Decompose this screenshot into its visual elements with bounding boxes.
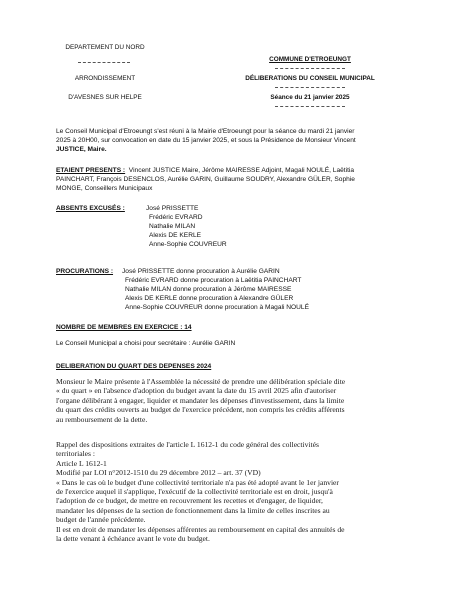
header-right-rule-1	[275, 68, 345, 69]
article-line: Il est en droit de mandater les dépenses afférentes au remboursement en capital des annuités de	[56, 524, 345, 534]
deliberation-title: DELIBERATION DU QUART DES DEPENSES 2024	[56, 363, 212, 370]
deliberation-line: Monsieur le Maire présente à l'Assemblée la nécessité de prendre une délibération spéciale dite	[56, 377, 346, 386]
excused-name: Anne-Sophie COUVREUR	[149, 241, 227, 248]
procurations-label: PROCURATIONS :	[56, 268, 114, 275]
procuration-line: José PRISSETTE donne procuration à Aurélie GARIN	[122, 268, 280, 275]
excuses-label: ABSENTS EXCUSÉS :	[56, 205, 125, 212]
deliberation-line: du quart des crédits ouverts au budget de l'exercice précédent, non compris les crédits afférents	[56, 405, 345, 415]
procuration-line: Nathalie MILAN donne procuration à Jérôme MAIRESSE	[125, 286, 292, 293]
presents-line: MONGE, Conseillers Municipaux	[56, 185, 153, 192]
presents-line: PAINCHART, François DESENCLOS, Aurélie GARIN, Guillaume SOUDRY, Alexandre GÜLER, Sophie	[56, 176, 355, 183]
commune-title: COMMUNE D'ETROEUNGT	[269, 56, 351, 63]
article-line: budget de l'année précédente.	[56, 515, 146, 525]
intro-line: Le Conseil Municipal d'Etroeungt s'est réuni à la Mairie d'Etroeungt pour la séance du mardi 21 janvier	[56, 128, 355, 135]
excused-name: Frédéric EVRARD	[149, 214, 203, 221]
article-line: Rappel des dispositions extraites de l'article L 1612-1 du code général des collectivités	[56, 440, 319, 449]
header-left	[40, 44, 170, 52]
excused-name: Nathalie MILAN	[149, 223, 196, 230]
procuration-line: Anne-Sophie COUVREUR donne procuration à Magali NOULÉ	[125, 304, 309, 311]
excused-name: Alexis DE KERLE	[149, 232, 202, 239]
arrondissement-label: ARRONDISSEMENT	[74, 75, 136, 82]
deliberation-line: au remboursement de la dette.	[56, 414, 148, 424]
procuration-line: Frédéric EVRARD donne procuration à Laëtitia PAINCHART	[125, 277, 302, 284]
deliberation-paragraph-1	[56, 377, 416, 424]
article-line: la dette venant à échéance avant le vote du budget.	[56, 534, 210, 544]
deliberations-title: DÉLIBERATIONS DU CONSEIL MUNICIPAL	[245, 75, 375, 82]
article-line: mandater les dépenses de la section de fonctionnement dans la limite de celles inscrites au	[56, 505, 330, 515]
deliberation-line: « du quart » en l'absence d'adoption du budget avant la date du 15 avril 2025 afin d'autoriser	[56, 386, 337, 396]
header-right-rule-3	[275, 106, 345, 107]
department-label: DEPARTEMENT DU NORD	[65, 44, 145, 51]
intro-paragraph	[56, 127, 416, 154]
presents-label: ETAIENT PRESENTS :	[56, 167, 126, 174]
intro-line: JUSTICE, Maire.	[56, 146, 107, 153]
article-line: Article L 1612-1	[56, 458, 107, 468]
deliberation-line: l'organe délibérant à engager, liquider et mandater les dépenses d'investissement, dans la limite	[56, 395, 345, 405]
header-right-rule-2	[275, 87, 345, 88]
article-line: territoriales :	[56, 449, 96, 459]
secretaire-line: Le Conseil Municipal a choisi pour secrétaire : Aurélie GARIN	[56, 340, 236, 347]
article-line: Modifié par LOI n°2012-1510 du 29 décembre 2012 – art. 37 (VD)	[56, 468, 261, 478]
deliberation-paragraph-2	[56, 440, 416, 543]
article-line: « Dans le cas où le budget d'une collectivité territoriale n'a pas été adopté avant le 1er janvier	[56, 477, 339, 487]
header-left-rule-1	[78, 62, 130, 63]
presents-line: Vincent JUSTICE Maire, Jérôme MAIRESSE Adjoint, Magali NOULÉ, Laëtitia	[128, 167, 355, 174]
article-line: de l'exercice auquel il s'applique, l'exécutif de la collectivité territoriale est en droit, jusqu'à	[56, 487, 333, 497]
intro-line: 2025 à 20H00, sur convocation en date du 15 janvier 2025, et sous la Présidence de Monsieur Vincent	[56, 137, 356, 144]
seance-date: Séance du 21 janvier 2025	[270, 94, 350, 101]
presents-section	[56, 166, 416, 193]
procuration-line: Alexis DE KERLE donne procuration à Alexandre GÜLER	[125, 295, 294, 302]
article-line: l'adoption de ce budget, de mettre en recouvrement les recettes et d'engager, de liquider,	[56, 496, 323, 506]
avesnes-label: D'AVESNES SUR HELPE	[68, 94, 142, 101]
membres-count: NOMBRE DE MEMBRES EN EXERCICE : 14	[56, 324, 192, 331]
procurations-list	[122, 267, 382, 312]
excuses-list	[146, 204, 346, 249]
excused-name: José PRISSETTE	[146, 205, 199, 212]
